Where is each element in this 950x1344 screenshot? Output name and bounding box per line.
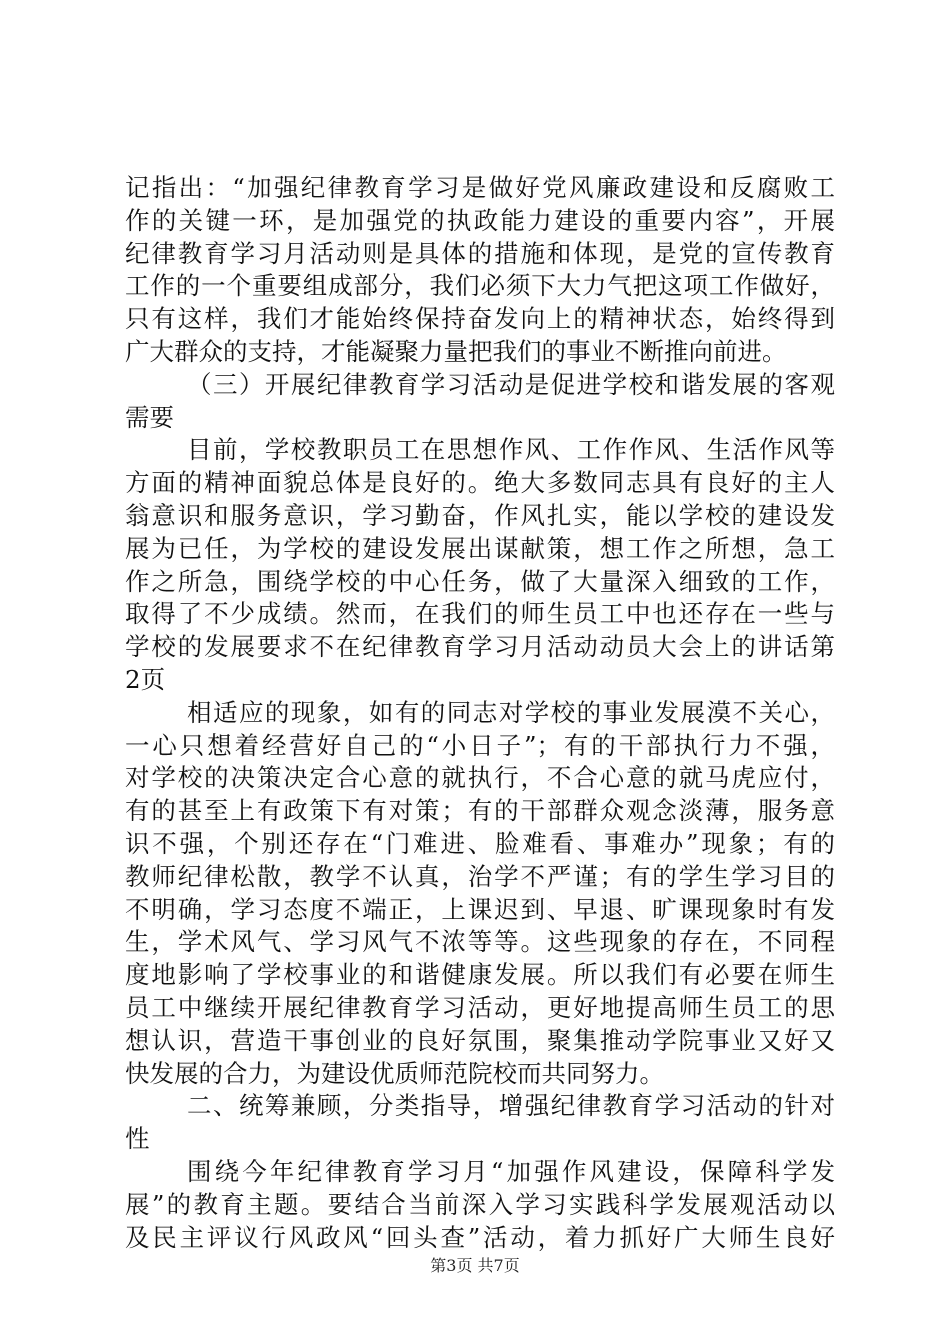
text-line: 员工中继续开展纪律教育学习活动，更好地提高师生员工的思 [125,992,835,1022]
text-line: 不明确，学习态度不端正，上课迟到、早退、旷课现象时有发 [125,894,835,924]
text-line: 翁意识和服务意识，学习勤奋，作风扎实，能以学校的建设发 [125,500,835,530]
text-line: 识不强，个别还存在“门难进、脸难看、事难办”现象；有的 [125,828,835,858]
section-heading: （三）开展纪律教育学习活动是促进学校和谐发展的客观 [187,369,835,399]
text-line: 广大群众的支持，才能凝聚力量把我们的事业不断推向前进。 [125,336,787,366]
text-line: 度地影响了学校事业的和谐健康发展。所以我们有必要在师生 [125,960,835,990]
text-line: 及民主评议行风政风“回头查”活动，着力抓好广大师生良好 [125,1222,835,1252]
text-line: 目前，学校教职员工在思想作风、工作作风、生活作风等 [187,435,835,465]
text-line: 方面的精神面貌总体是良好的。绝大多数同志具有良好的主人 [125,468,835,498]
text-line: 学校的发展要求不在纪律教育学习月活动动员大会上的讲话第 [125,632,835,662]
text-line: 快发展的合力，为建设优质师范院校而共同努力。 [125,1058,664,1088]
text-line: 纪律教育学习月活动则是具体的措施和体现，是党的宣传教育 [125,238,835,268]
text-line: 展为已任，为学校的建设发展出谋献策，想工作之所想，急工 [125,533,835,563]
text-line: 一心只想着经营好自己的“小日子”；有的干部执行力不强， [125,730,835,760]
section-heading: 二、统筹兼顾，分类指导，增强纪律教育学习活动的针对 [187,1091,835,1121]
text-line: 作之所急，围绕学校的中心任务，做了大量深入细致的工作， [125,566,835,596]
text-line: 作的关键一环，是加强党的执政能力建设的重要内容”，开展 [125,205,835,235]
text-line: 生，学术风气、学习风气不浓等等。这些现象的存在，不同程 [125,927,835,957]
document-body [125,172,835,1254]
text-line: 有的甚至上有政策下有对策；有的干部群众观念淡薄，服务意 [125,796,835,826]
section-heading-continued: 性 [125,1124,150,1154]
text-line: 对学校的决策决定合心意的就执行，不合心意的就马虎应付， [125,763,835,793]
text-line: 想认识，营造干事创业的良好氛围，聚集推动学院事业又好又 [125,1025,835,1055]
text-line: 展”的教育主题。要结合当前深入学习实践科学发展观活动以 [125,1189,835,1219]
text-line: 只有这样，我们才能始终保持奋发向上的精神状态，始终得到 [125,304,835,334]
text-line: 相适应的现象，如有的同志对学校的事业发展漠不关心， [187,697,835,727]
page-marker-text: 2页 [125,664,166,694]
text-line: 教师纪律松散，教学不认真，治学不严谨；有的学生学习目的 [125,861,835,891]
text-line: 工作的一个重要组成部分，我们必须下大力气把这项工作做好， [125,271,835,301]
text-line: 围绕今年纪律教育学习月“加强作风建设，保障科学发 [187,1156,835,1186]
section-heading-continued: 需要 [125,402,174,432]
text-line: 记指出：“加强纪律教育学习是做好党风廉政建设和反腐败工 [125,173,835,202]
page-footer: 第3页 共7页 [430,1256,520,1275]
text-line: 取得了不少成绩。然而，在我们的师生员工中也还存在一些与 [125,599,835,629]
